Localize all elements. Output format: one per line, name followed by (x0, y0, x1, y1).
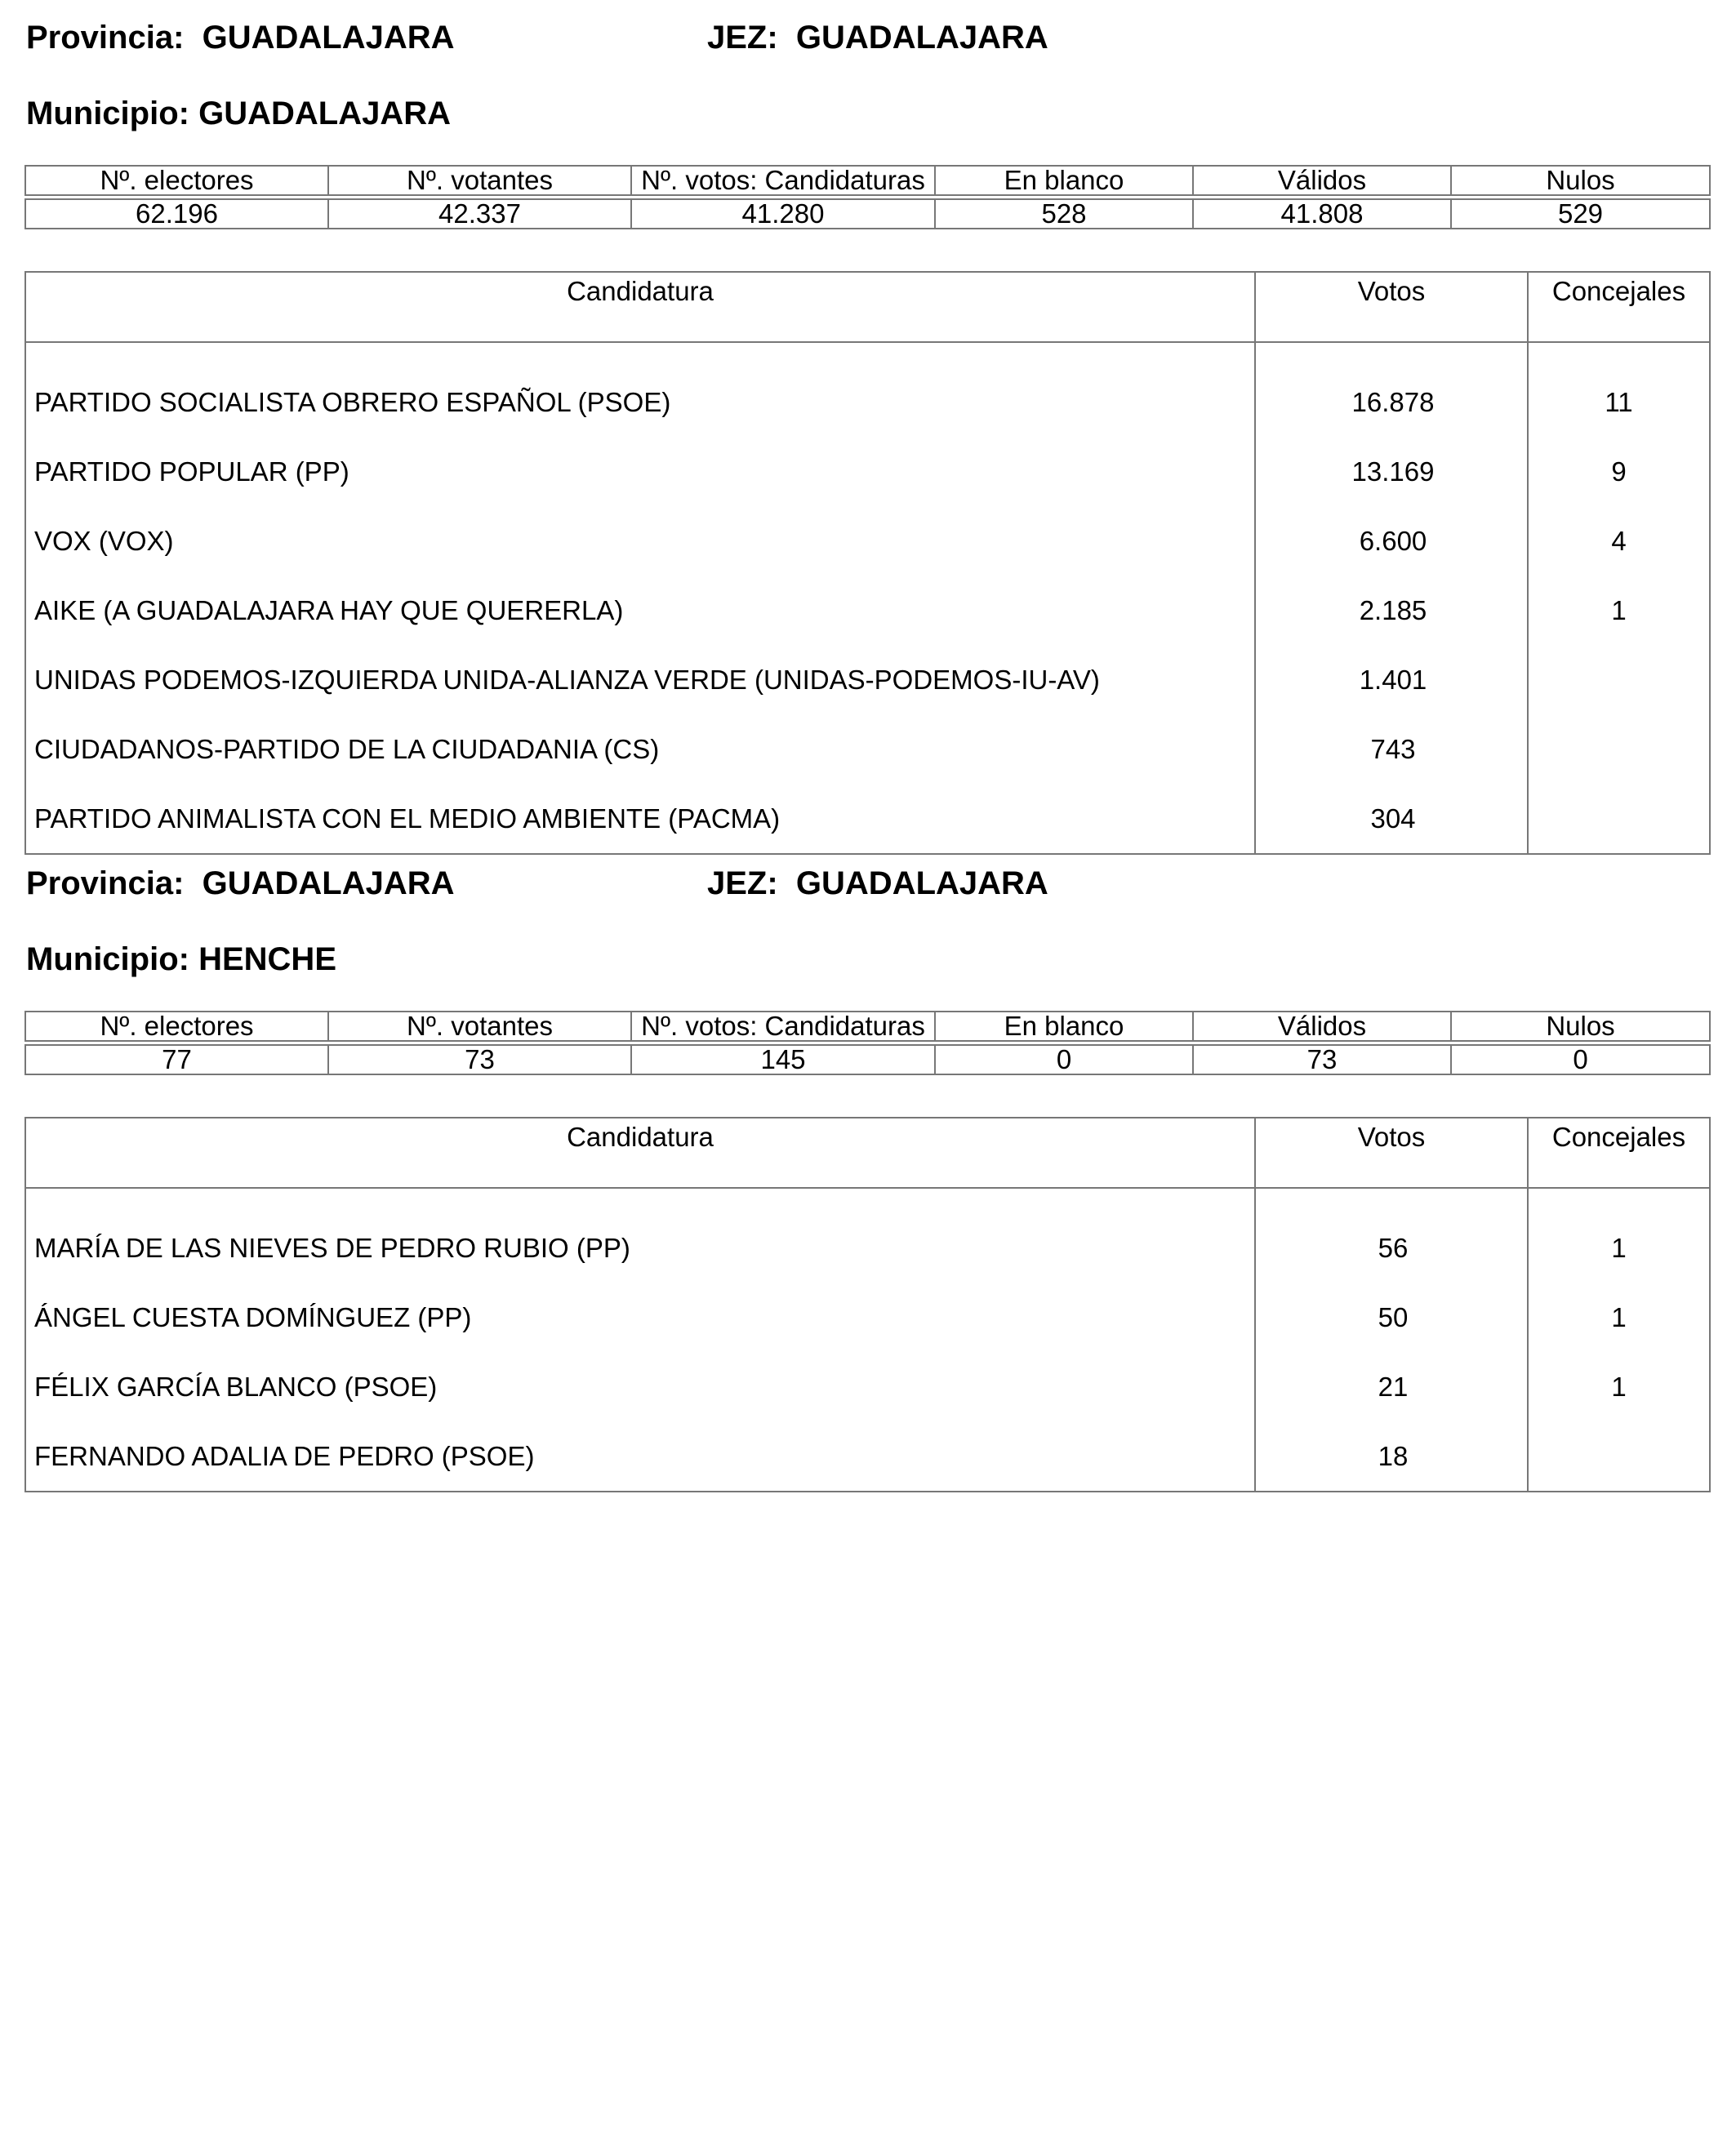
jez-heading (707, 18, 1048, 57)
table-row (25, 1352, 1710, 1421)
summary-value-row (25, 199, 1710, 229)
provincia-label: Provincia: (26, 865, 185, 901)
summary-header-votantes: Nº. votantes (328, 166, 631, 195)
jez-heading (707, 864, 1048, 903)
summary-value-en-blanco: 528 (935, 199, 1193, 229)
summary-value-electores: 77 (25, 1045, 328, 1074)
candidatura-name: FERNANDO ADALIA DE PEDRO (PSOE) (25, 1421, 1255, 1492)
candidatura-votes: 1.401 (1255, 645, 1528, 714)
candidatura-votes: 743 (1255, 714, 1528, 784)
candidatura-votes: 6.600 (1255, 506, 1528, 576)
summary-value-validos: 73 (1193, 1045, 1451, 1074)
table-row (25, 784, 1710, 854)
summary-header-nulos: Nulos (1451, 1012, 1710, 1041)
candidatura-votes: 21 (1255, 1352, 1528, 1421)
candidatura-concejales (1528, 784, 1710, 854)
table-row (25, 506, 1710, 576)
summary-header-row (25, 166, 1710, 195)
summary-header-validos: Válidos (1193, 166, 1451, 195)
candidatura-name: PARTIDO POPULAR (PP) (25, 437, 1255, 506)
candidaturas-header-row (25, 272, 1710, 342)
provincia-heading (26, 18, 455, 57)
header-candidatura: Candidatura (25, 1118, 1255, 1188)
jez-label: JEZ: (707, 20, 778, 56)
provincia-heading (26, 864, 455, 903)
summary-value-nulos: 0 (1451, 1045, 1710, 1074)
summary-value-electores: 62.196 (25, 199, 328, 229)
summary-header-en-blanco: En blanco (935, 1012, 1193, 1041)
provincia-value: GUADALAJARA (202, 20, 455, 56)
summary-table (24, 165, 1711, 229)
candidatura-votes: 16.878 (1255, 342, 1528, 437)
candidatura-concejales (1528, 1421, 1710, 1492)
table-row (25, 714, 1710, 784)
candidatura-votes: 50 (1255, 1283, 1528, 1352)
summary-value-en-blanco: 0 (935, 1045, 1193, 1074)
summary-header-electores: Nº. electores (25, 1012, 328, 1041)
jez-label: JEZ: (707, 865, 778, 901)
provincia-value: GUADALAJARA (202, 865, 455, 901)
candidatura-votes: 13.169 (1255, 437, 1528, 506)
candidatura-name: MARÍA DE LAS NIEVES DE PEDRO RUBIO (PP) (25, 1188, 1255, 1283)
candidatura-name: CIUDADANOS-PARTIDO DE LA CIUDADANIA (CS) (25, 714, 1255, 784)
summary-header-row (25, 1012, 1710, 1041)
jez-value: GUADALAJARA (795, 20, 1048, 56)
candidaturas-header-row (25, 1118, 1710, 1188)
candidatura-name: PARTIDO SOCIALISTA OBRERO ESPAÑOL (PSOE) (25, 342, 1255, 437)
candidatura-concejales (1528, 714, 1710, 784)
jez-value: GUADALAJARA (795, 865, 1048, 901)
candidatura-concejales: 4 (1611, 525, 1627, 556)
header-concejales: Concejales (1528, 1118, 1710, 1188)
candidatura-concejales: 1 (1611, 1301, 1627, 1332)
candidaturas-table (24, 1117, 1711, 1492)
summary-header-votos-candidaturas: Nº. votos: Candidaturas (631, 1012, 935, 1041)
candidatura-name: AIKE (A GUADALAJARA HAY QUE QUERERLA) (25, 576, 1255, 645)
summary-value-votantes: 73 (328, 1045, 631, 1074)
candidatura-name: VOX (VOX) (25, 506, 1255, 576)
summary-value-votantes: 42.337 (328, 199, 631, 229)
summary-value-nulos: 529 (1451, 199, 1710, 229)
summary-header-en-blanco: En blanco (935, 166, 1193, 195)
candidatura-name: ÁNGEL CUESTA DOMÍNGUEZ (PP) (25, 1283, 1255, 1352)
summary-header-votos-candidaturas: Nº. votos: Candidaturas (631, 166, 935, 195)
candidatura-concejales: 1 (1611, 1371, 1627, 1402)
municipio-value: GUADALAJARA (198, 96, 451, 131)
municipio-value: HENCHE (198, 941, 336, 977)
municipio-heading (26, 940, 336, 979)
table-row (25, 342, 1710, 437)
header-candidatura: Candidatura (25, 272, 1255, 342)
table-row (25, 576, 1710, 645)
table-row (25, 1188, 1710, 1283)
municipio-label: Municipio: (26, 96, 189, 131)
summary-header-electores: Nº. electores (25, 166, 328, 195)
candidatura-votes: 2.185 (1255, 576, 1528, 645)
table-row (25, 1283, 1710, 1352)
candidatura-votes: 304 (1255, 784, 1528, 854)
candidatura-name: FÉLIX GARCÍA BLANCO (PSOE) (25, 1352, 1255, 1421)
summary-header-validos: Válidos (1193, 1012, 1451, 1041)
table-row (25, 437, 1710, 506)
header-votos: Votos (1255, 1118, 1528, 1188)
candidatura-concejales: 11 (1605, 386, 1633, 417)
summary-value-row (25, 1045, 1710, 1074)
candidatura-name: UNIDAS PODEMOS-IZQUIERDA UNIDA-ALIANZA VERDE (UNIDAS-PODEMOS-IU-AV) (25, 645, 1255, 714)
summary-value-votos-candidaturas: 145 (631, 1045, 935, 1074)
candidatura-concejales: 1 (1611, 1232, 1627, 1263)
candidatura-name: PARTIDO ANIMALISTA CON EL MEDIO AMBIENTE (PACMA) (25, 784, 1255, 854)
table-row (25, 1421, 1710, 1492)
summary-value-validos: 41.808 (1193, 199, 1451, 229)
municipio-label: Municipio: (26, 941, 189, 977)
header-votos: Votos (1255, 272, 1528, 342)
provincia-label: Provincia: (26, 20, 185, 56)
summary-table (24, 1011, 1711, 1075)
candidaturas-table (24, 271, 1711, 855)
municipio-heading (26, 94, 451, 133)
candidatura-concejales: 9 (1611, 456, 1627, 487)
summary-header-votantes: Nº. votantes (328, 1012, 631, 1041)
header-concejales: Concejales (1528, 272, 1710, 342)
summary-header-nulos: Nulos (1451, 166, 1710, 195)
candidatura-concejales (1528, 645, 1710, 714)
candidatura-votes: 56 (1255, 1188, 1528, 1283)
table-row (25, 645, 1710, 714)
candidatura-votes: 18 (1255, 1421, 1528, 1492)
candidatura-concejales: 1 (1611, 594, 1627, 625)
summary-value-votos-candidaturas: 41.280 (631, 199, 935, 229)
